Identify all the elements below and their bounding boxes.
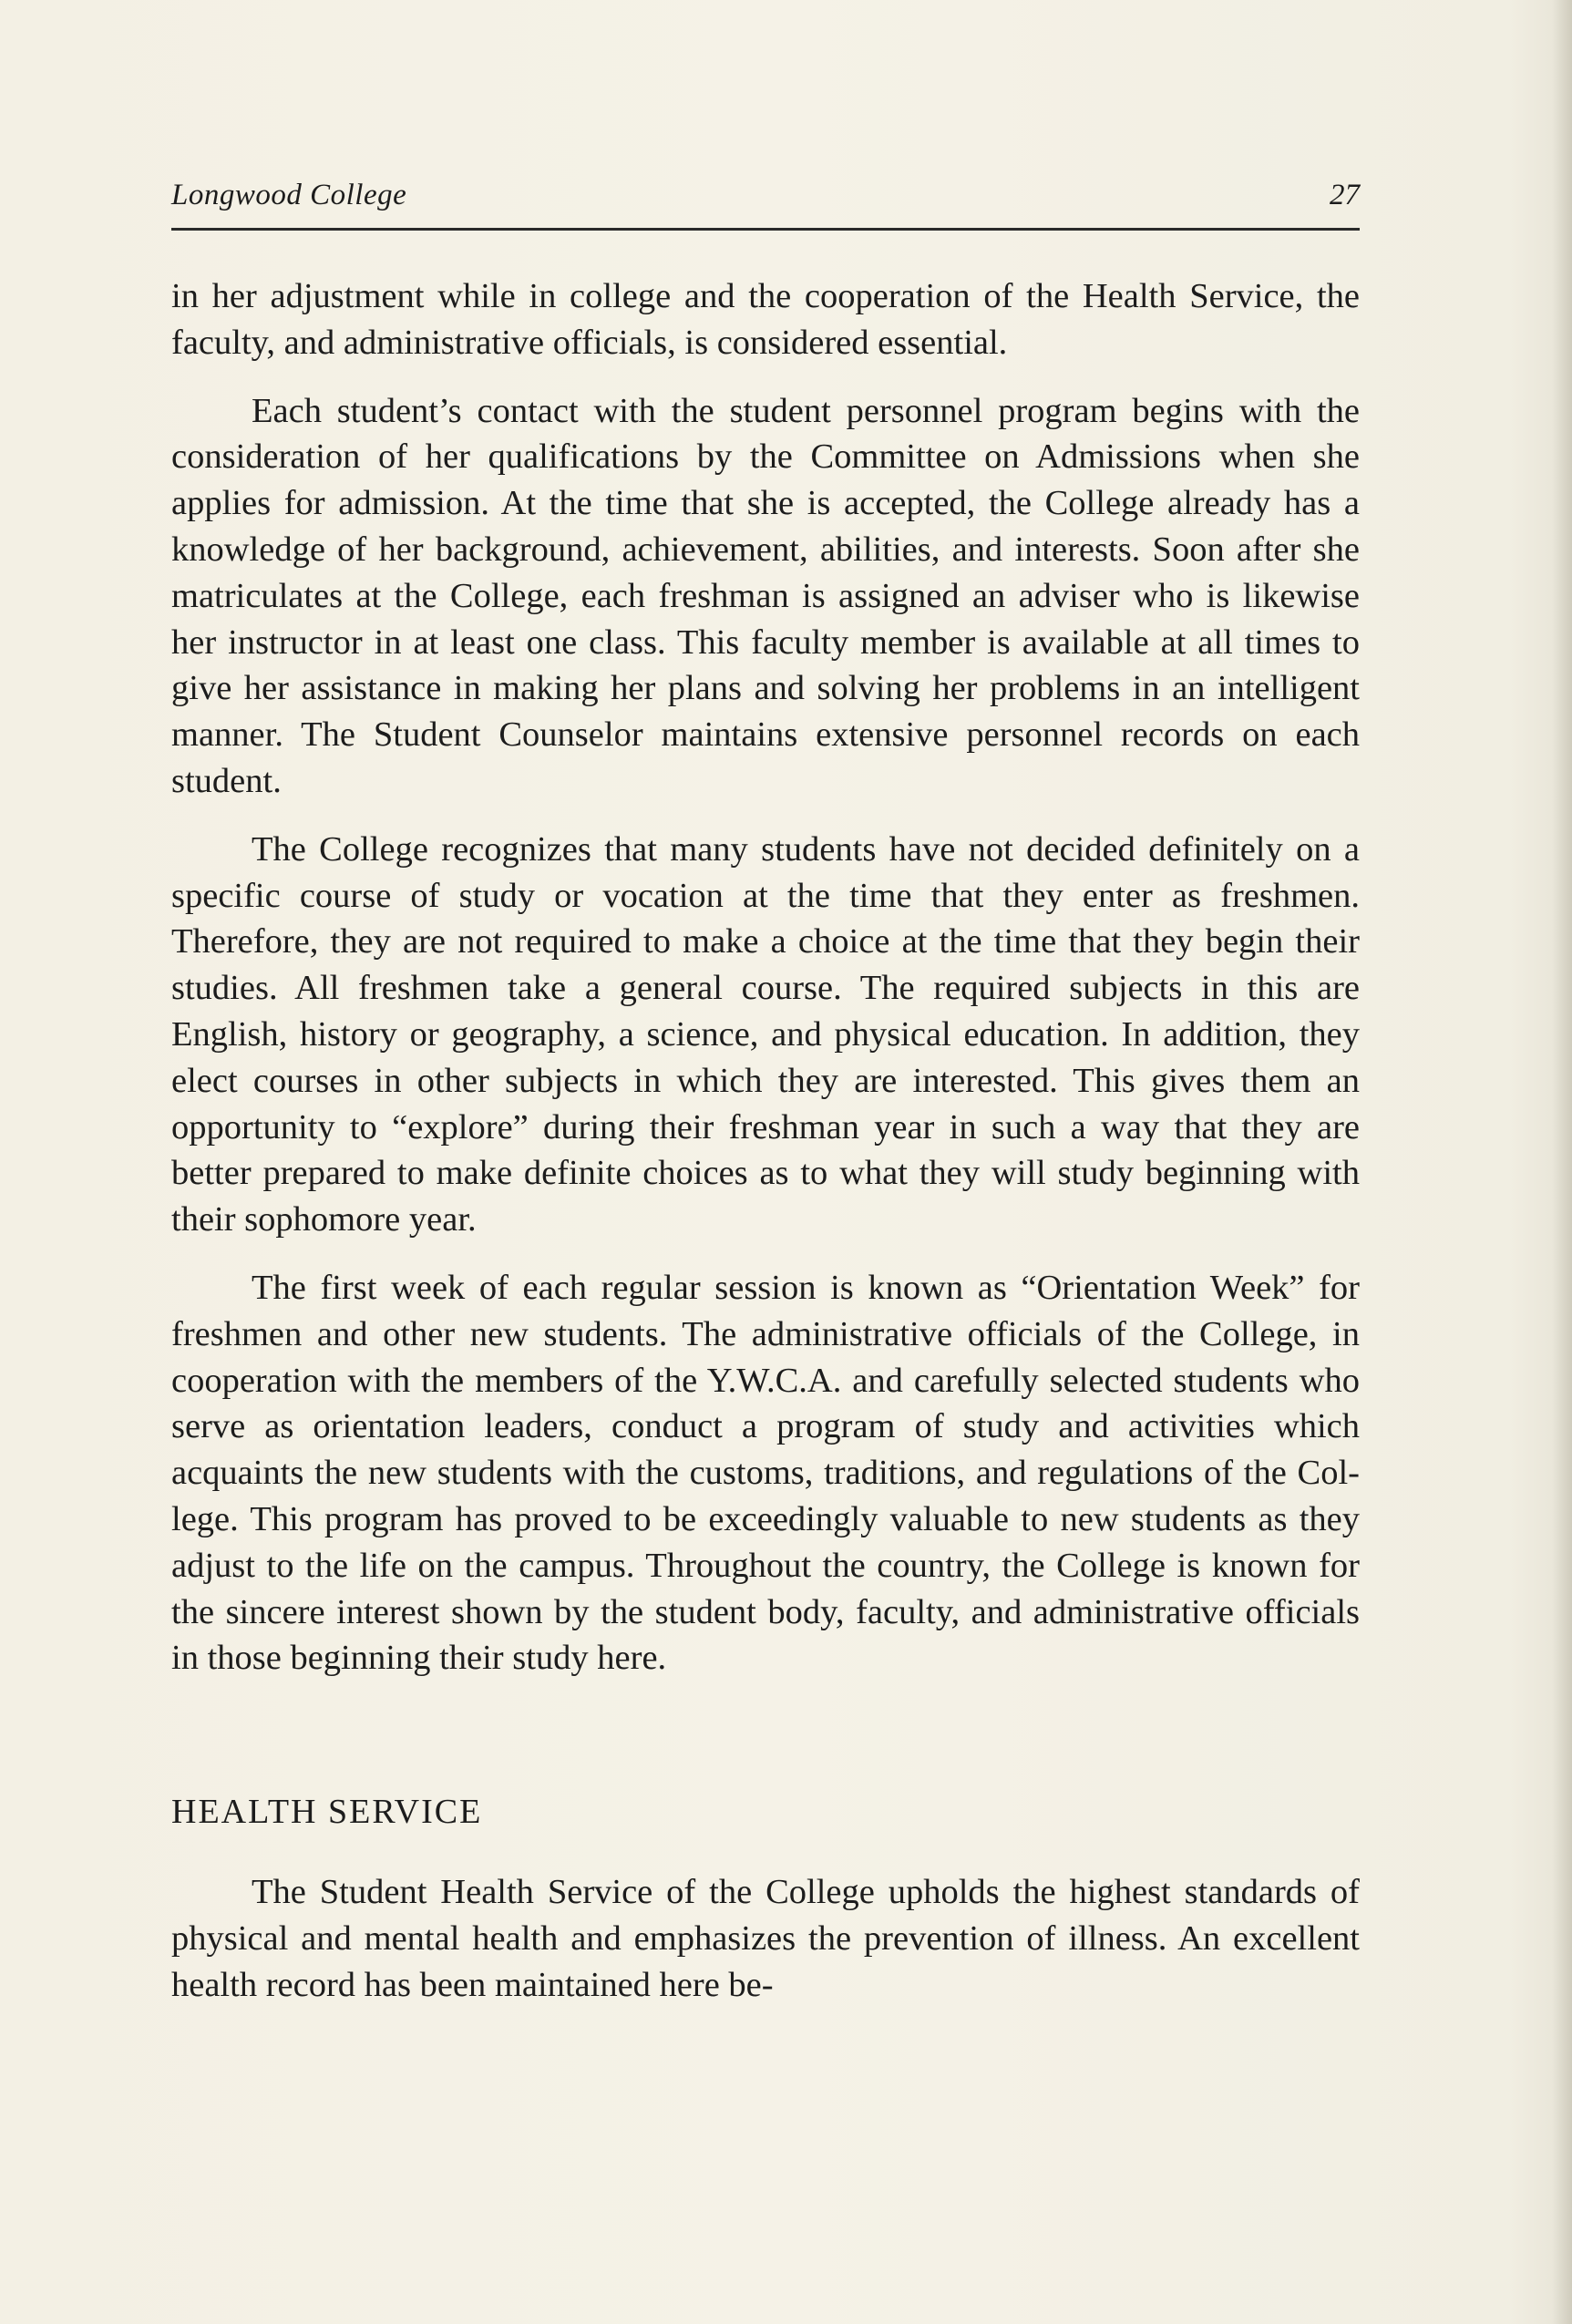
paragraph-student-contact: Each student’s contact with the student personnel program begins with the consideration of her qualifications by the Committee on Admissions when she applies for admission. At the time that she is accepted, the College already has a knowledge of her background, achievement, abilities, and interests. Soon after she matriculates at the College, each freshman is assigned an adviser who is likewise her instructor in at least one class. This faculty member is available at all times to give her assistance in making her plans and solving her problems in an intelligent manner. The Student Counselor maintains extensive personnel records on each student.	[171, 391, 1360, 800]
section-heading-health-service: HEALTH SERVICE	[171, 1793, 483, 1832]
body-text	[171, 273, 1360, 2009]
paragraph-orientation-week: The first week of each regular session is known as “Orientation Week” for freshmen and other new students. The administrative officials of the College, in cooperation with the members of the Y.W.C.A. and carefully selected students who serve as orientation leaders, conduct a program of study and activities which acquaints the new students with the customs, traditions, and regulations of the College. This program has proved to be exceedingly valuable to new students as they adjust to the life on the campus. Throughout the country, the College is known for the sincere interest shown by the student body, faculty, and administrative officials in those beginning their study here.	[171, 1268, 1360, 1678]
paragraph-continuation: in her adjustment while in college and the cooperation of the Health Service, the faculty, and administrative officials, is considered essential.	[171, 277, 1360, 362]
paragraph-freshman-course: The College recognizes that many students have not decided definitely on a specific course of study or vocation at the time that they enter as freshmen. Therefore, they are not required to make a choice at the time that they begin their studies. All freshmen take a general course. The required subjects in this are English, history or geography, a science, and physical education. In addition, they elect courses in other subjects in which they are interested. This gives them an opportunity to “explore” during their freshman year in such a way that they are better prepared to make definite choices as to what they will study beginning with their sophomore year.	[171, 829, 1360, 1239]
page-edge-shadow	[1552, 0, 1572, 2324]
header-college-name: Longwood College	[171, 179, 407, 211]
page-number: 27	[1330, 179, 1360, 211]
running-header	[171, 177, 1360, 231]
paragraph-health-service: The Student Health Service of the College upholds the highest standards of physical and mental health and emphasizes the prevention of illness. An excellent health record has been maintained here be-	[171, 1873, 1360, 2004]
